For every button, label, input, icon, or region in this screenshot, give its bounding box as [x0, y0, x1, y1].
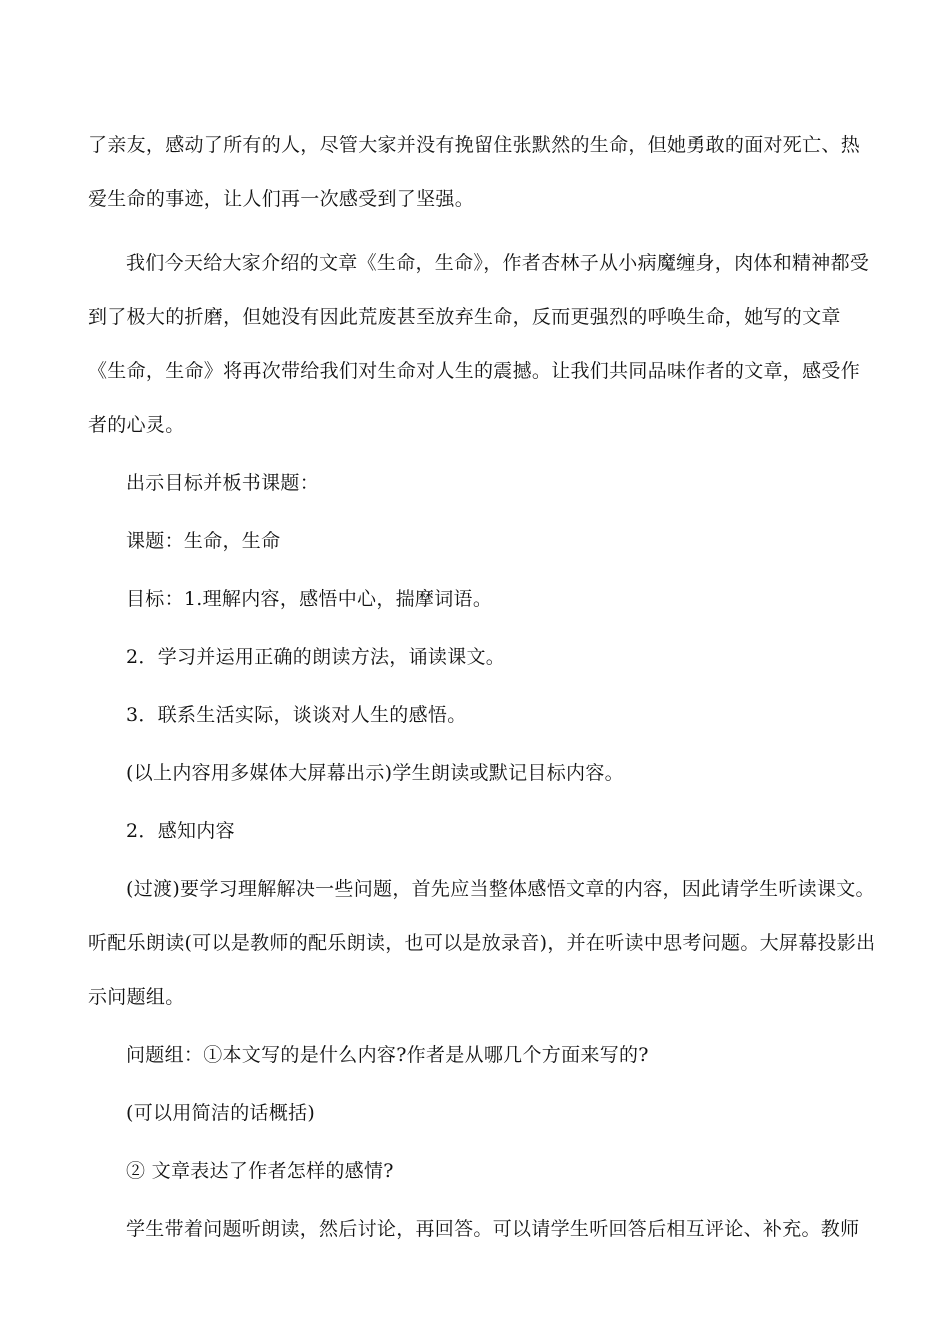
paragraph-objective-1: 目标：1.理解内容，感悟中心，揣摩词语。	[126, 588, 493, 610]
document-body	[88, 118, 878, 1256]
paragraph-show-objectives: 出示目标并板书课题：	[126, 472, 320, 494]
paragraph-question-note: (可以用简洁的话概括)	[126, 1102, 316, 1124]
paragraph-section-heading: 2．感知内容	[126, 820, 235, 842]
paragraph-multimedia-note: (以上内容用多媒体大屏幕出示)学生朗读或默记目标内容。	[126, 762, 624, 784]
paragraph-lesson-title: 课题：生命，生命	[126, 530, 281, 552]
paragraph-transition: (过渡)要学习理解解决一些问题，首先应当整体感悟文章的内容，因此请学生听读课文。听配乐朗读(可以是教师的配乐朗读，也可以是放录音)，并在听读中思考问题。大屏幕投影出示问题组。	[88, 878, 876, 1008]
paragraph-objective-3: 3．联系生活实际，谈谈对人生的感悟。	[126, 704, 467, 726]
paragraph-student-activity: 学生带着问题听朗读，然后讨论，再回答。可以请学生听回答后相互评论、补充。教师	[126, 1218, 860, 1240]
paragraph-introduction: 我们今天给大家介绍的文章《生命，生命》，作者杏林子从小病魔缠身，肉体和精神都受到了极大的折磨，但她没有因此荒废甚至放弃生命，反而更强烈的呼唤生命，她写的文章《生命，生命》将再次带给我们对生命对人生的震撼。让我们共同品味作者的文章，感受作者的心灵。	[88, 252, 870, 436]
paragraph-question-2: ② 文章表达了作者怎样的感情?	[126, 1160, 394, 1182]
paragraph-question-group: 问题组：①本文写的是什么内容?作者是从哪几个方面来写的?	[126, 1044, 649, 1066]
paragraph-continuation: 了亲友，感动了所有的人，尽管大家并没有挽留住张默然的生命，但她勇敢的面对死亡、热爱生命的事迹，让人们再一次感受到了坚强。	[88, 134, 861, 210]
paragraph-objective-2: 2．学习并运用正确的朗读方法，诵读课文。	[126, 646, 506, 668]
